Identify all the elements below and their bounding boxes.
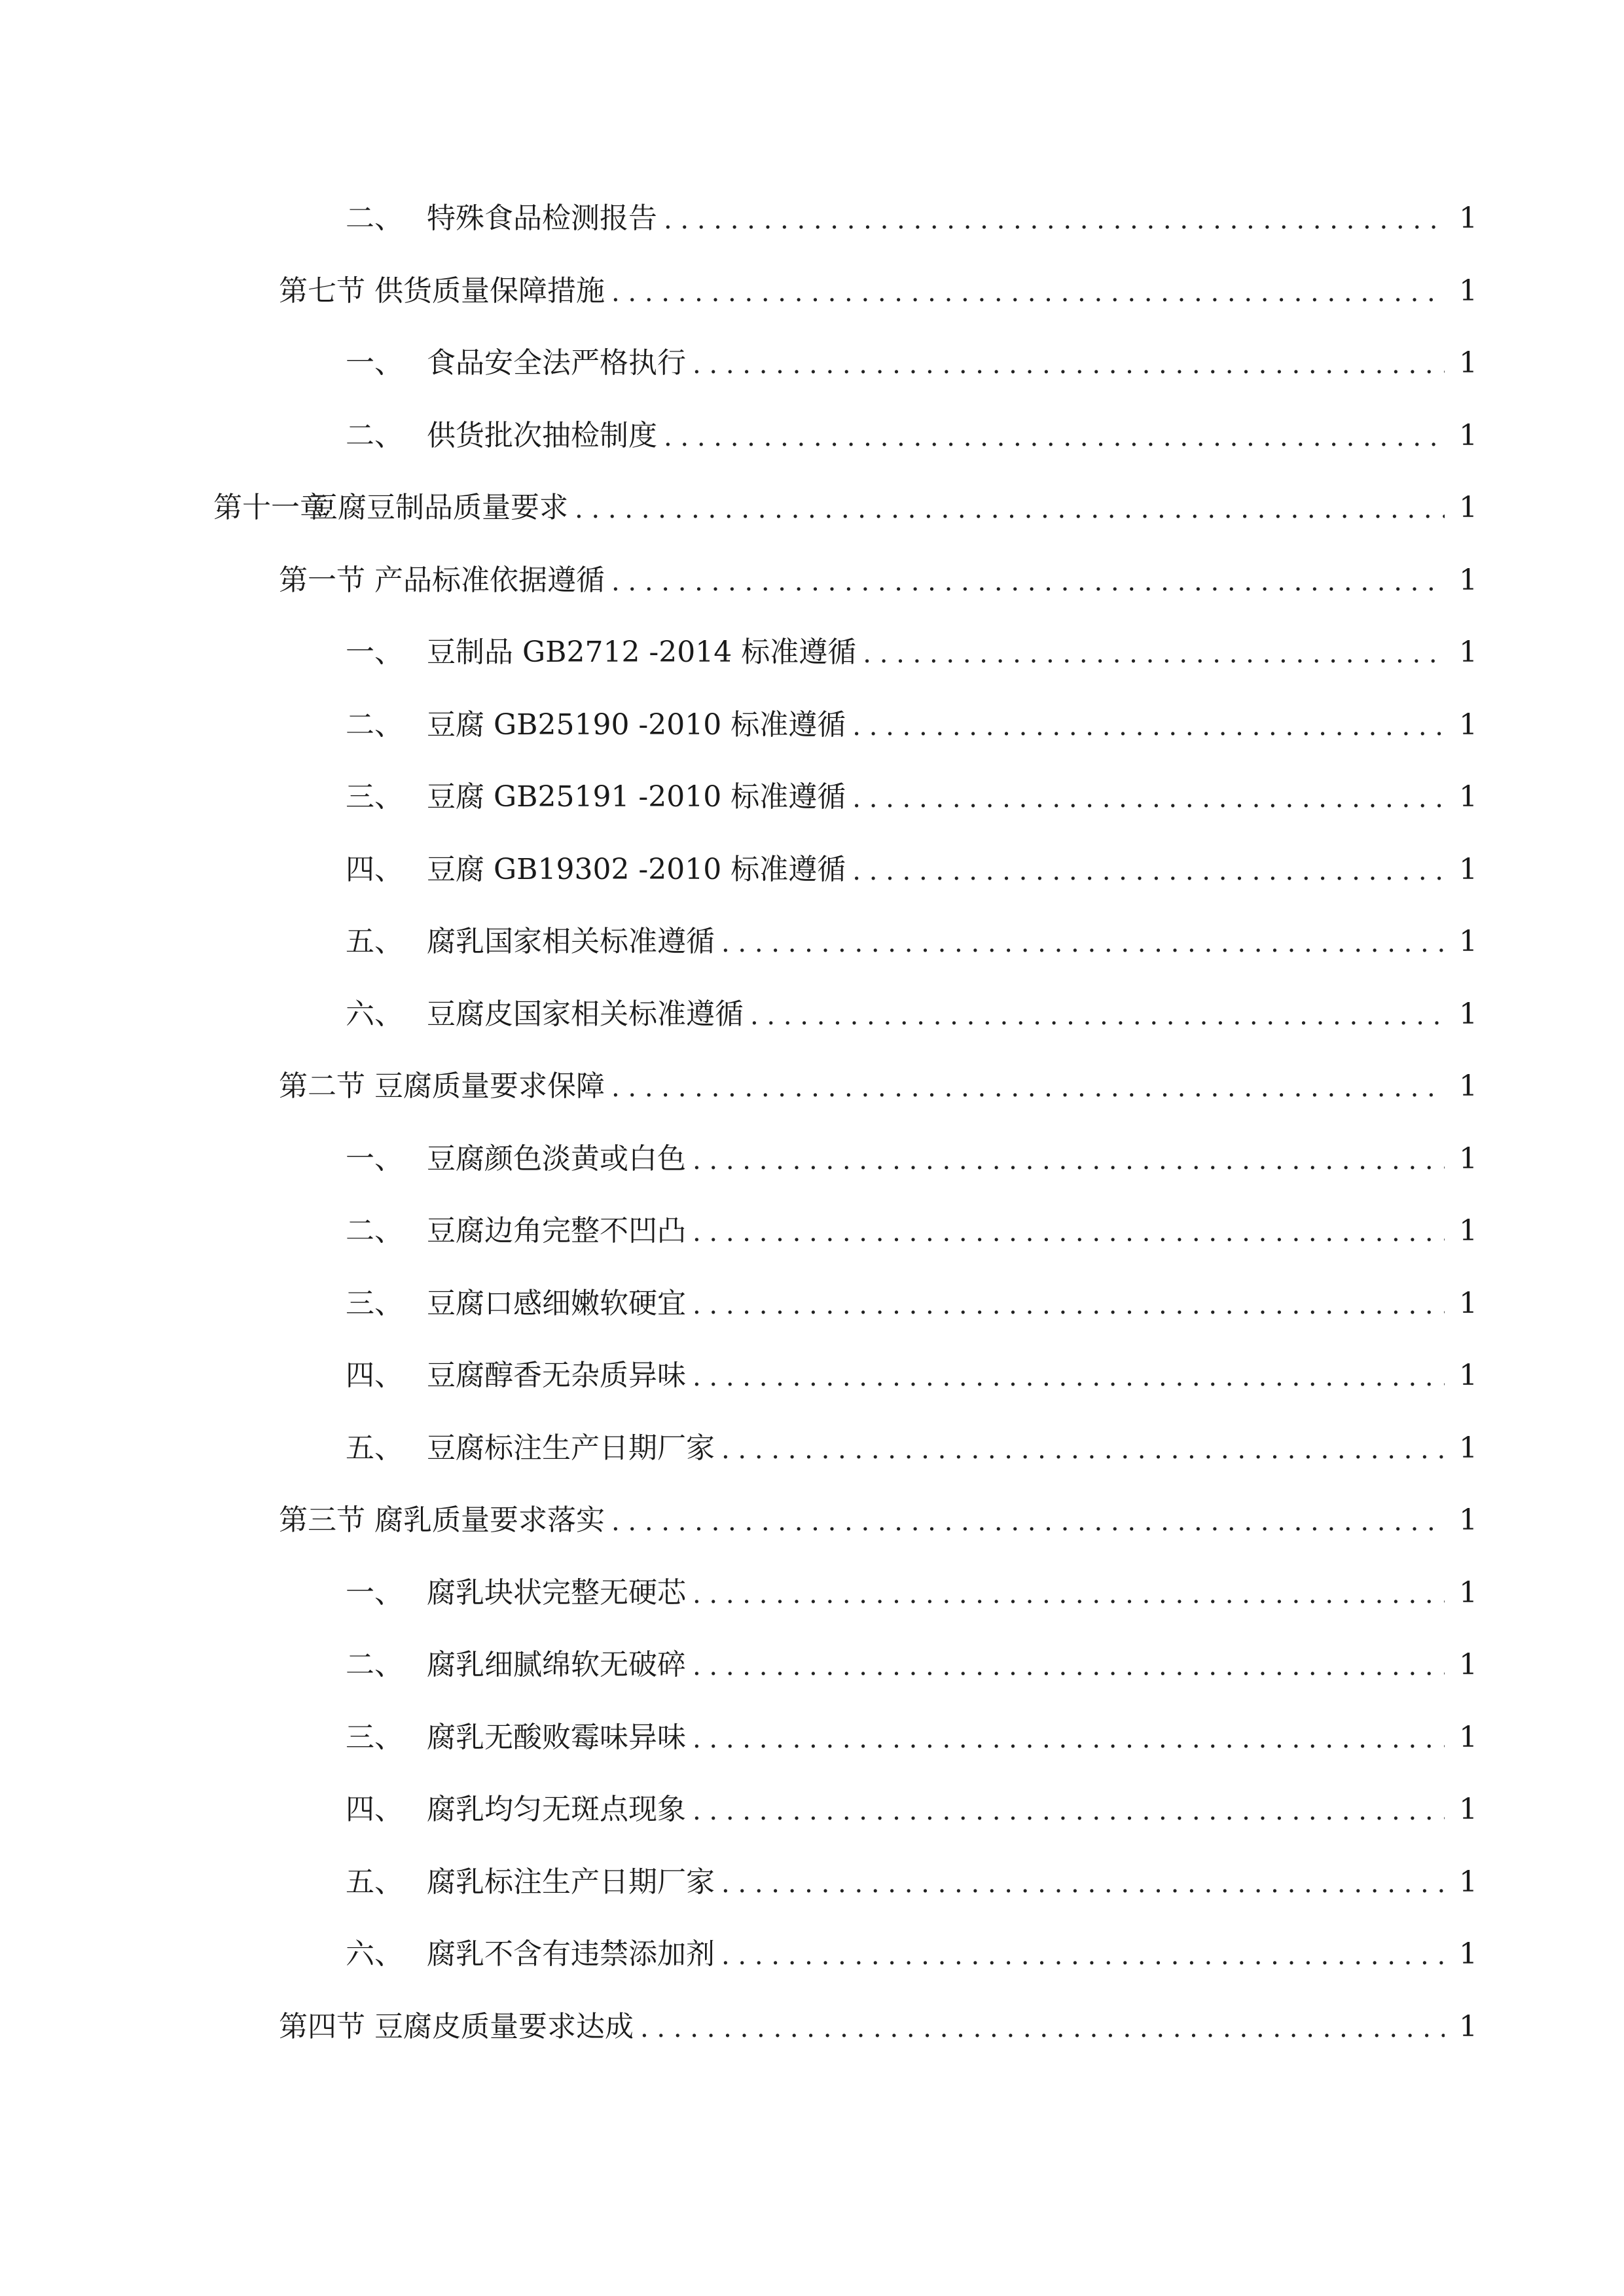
toc-entry[interactable] [279, 1482, 1477, 1535]
toc-entry-title: 豆腐 GB25191 -2010 标准遵循 [427, 780, 846, 814]
toc-entry[interactable] [213, 470, 1477, 522]
dot-leader [852, 785, 1445, 812]
toc-entry-title: 豆腐标注生产日期厂家 [427, 1431, 715, 1465]
toc-entry[interactable] [279, 543, 1477, 595]
toc-entry-title: 豆腐皮质量要求达成 [374, 2010, 634, 2043]
toc-entry-number: 三、 [346, 780, 403, 814]
dot-leader [611, 1075, 1445, 1101]
toc-entry-page: 1 [1459, 1648, 1477, 1681]
dot-leader [721, 1437, 1445, 1463]
toc-entry-page: 1 [1459, 780, 1477, 814]
toc-entry-title: 腐乳均匀无斑点现象 [427, 1793, 686, 1826]
toc-entry-page: 1 [1459, 1576, 1477, 1609]
toc-entry[interactable] [346, 1338, 1477, 1390]
toc-entry[interactable] [346, 1844, 1477, 1897]
toc-entry-title: 腐乳国家相关标准遵循 [427, 925, 715, 958]
toc-entry-page: 1 [1459, 1069, 1477, 1103]
toc-entry[interactable] [279, 253, 1477, 306]
dot-leader [693, 351, 1445, 378]
toc-entry-number: 六、 [346, 1937, 403, 1971]
toc-entry[interactable] [346, 1121, 1477, 1174]
toc-entry-page: 1 [1459, 1503, 1477, 1537]
toc-entry[interactable] [346, 398, 1477, 450]
toc-entry-number: 一、 [346, 1142, 403, 1175]
toc-entry-page: 1 [1459, 346, 1477, 380]
toc-entry-page: 1 [1459, 1359, 1477, 1392]
toc-entry[interactable] [346, 615, 1477, 667]
toc-entry-number: 第一节 [279, 564, 365, 597]
dot-leader [693, 1292, 1445, 1318]
dot-leader [664, 207, 1445, 233]
toc-entry[interactable] [346, 1193, 1477, 1246]
toc-entry-page: 1 [1459, 1431, 1477, 1465]
toc-entry-number: 三、 [346, 1721, 403, 1754]
dot-leader [693, 1147, 1445, 1174]
toc-entry-number: 四、 [346, 1359, 403, 1392]
toc-entry-title: 产品标准依据遵循 [374, 564, 605, 597]
toc-entry-page: 1 [1459, 274, 1477, 308]
toc-entry-number: 第三节 [279, 1503, 365, 1537]
dot-leader [611, 279, 1445, 306]
dot-leader [575, 496, 1445, 522]
toc-entry-title: 食品安全法严格执行 [427, 346, 686, 380]
dot-leader [693, 1653, 1445, 1679]
toc-entry-page: 1 [1459, 636, 1477, 669]
toc-entry-number: 三、 [346, 1287, 403, 1320]
dot-leader [664, 424, 1445, 450]
toc-entry-number: 五、 [346, 1431, 403, 1465]
toc-entry-page: 1 [1459, 1937, 1477, 1971]
toc-entry[interactable] [346, 1555, 1477, 1607]
toc-entry-title: 豆腐醇香无杂质异味 [427, 1359, 686, 1392]
dot-leader [852, 858, 1445, 884]
dot-leader [721, 930, 1445, 956]
toc-entry-number: 二、 [346, 419, 403, 452]
toc-entry-number: 第四节 [279, 2010, 365, 2043]
dot-leader [693, 1798, 1445, 1824]
toc-entry-page: 1 [1459, 1721, 1477, 1754]
toc-entry-title: 豆腐质量要求保障 [374, 1069, 605, 1103]
toc-entry-number: 六、 [346, 997, 403, 1031]
toc-entry-page: 1 [1459, 419, 1477, 452]
toc-entry-number: 第七节 [279, 274, 365, 308]
toc-entry-title: 腐乳块状完整无硬芯 [427, 1576, 686, 1609]
toc-entry[interactable] [346, 1627, 1477, 1679]
dot-leader [863, 641, 1445, 667]
toc-entry-title: 豆腐边角完整不凹凸 [427, 1214, 686, 1247]
toc-entry-number: 五、 [346, 925, 403, 958]
toc-entry-page: 1 [1459, 1214, 1477, 1247]
toc-entry-page: 1 [1459, 853, 1477, 886]
toc-entry-title: 豆腐皮国家相关标准遵循 [427, 997, 744, 1031]
toc-entry-title: 供货批次抽检制度 [427, 419, 657, 452]
toc-entry[interactable] [346, 1266, 1477, 1318]
toc-entry-number: 一、 [346, 1576, 403, 1609]
toc-entry[interactable] [346, 759, 1477, 812]
toc-entry-number: 五、 [346, 1865, 403, 1899]
toc-entry-title: 豆腐 GB19302 -2010 标准遵循 [427, 853, 846, 886]
dot-leader [693, 1726, 1445, 1752]
toc-entry-page: 1 [1459, 1142, 1477, 1175]
toc-entry-title: 腐乳不含有违禁添加剂 [427, 1937, 715, 1971]
toc-entry[interactable] [346, 181, 1477, 233]
toc-entry[interactable] [346, 832, 1477, 884]
dot-leader [750, 1003, 1445, 1029]
toc-entry-title: 腐乳细腻绵软无破碎 [427, 1648, 686, 1681]
toc-entry[interactable] [279, 1989, 1477, 2041]
toc-entry[interactable] [346, 325, 1477, 378]
toc-entry-number: 一、 [346, 346, 403, 380]
toc-entry[interactable] [346, 904, 1477, 956]
toc-entry-page: 1 [1459, 997, 1477, 1031]
toc-entry-number: 第二节 [279, 1069, 365, 1103]
toc-entry[interactable] [346, 1916, 1477, 1969]
toc-entry-title: 特殊食品检测报告 [427, 202, 657, 235]
toc-entry-number: 二、 [346, 1648, 403, 1681]
toc-entry-title: 豆制品 GB2712 -2014 标准遵循 [427, 636, 857, 669]
toc-entry[interactable] [279, 1049, 1477, 1101]
dot-leader [693, 1581, 1445, 1607]
toc-entry-number: 四、 [346, 853, 403, 886]
toc-entry-title: 供货质量保障措施 [374, 274, 605, 308]
toc-entry-title: 豆腐 GB25190 -2010 标准遵循 [427, 708, 846, 742]
dot-leader [611, 569, 1445, 595]
toc-entry[interactable] [346, 977, 1477, 1029]
toc-entry-number: 第十一章 [213, 491, 329, 524]
toc-entry-page: 1 [1459, 202, 1477, 235]
dot-leader [640, 2015, 1445, 2041]
dot-leader [693, 1364, 1445, 1390]
dot-leader [611, 1509, 1445, 1535]
toc-entry-page: 1 [1459, 1865, 1477, 1899]
dot-leader [721, 1871, 1445, 1897]
dot-leader [693, 1219, 1445, 1246]
toc-entry-number: 四、 [346, 1793, 403, 1826]
toc-entry-title: 腐乳质量要求落实 [374, 1503, 605, 1537]
toc-entry-page: 1 [1459, 925, 1477, 958]
toc-entry-number: 二、 [346, 708, 403, 742]
toc-entry-page: 1 [1459, 491, 1477, 524]
toc-entry[interactable] [346, 687, 1477, 740]
dot-leader [852, 713, 1445, 740]
toc-entry[interactable] [346, 1410, 1477, 1463]
toc-entry-number: 二、 [346, 202, 403, 235]
toc-entry-page: 1 [1459, 564, 1477, 597]
toc-entry-title: 豆腐颜色淡黄或白色 [427, 1142, 686, 1175]
toc-entry-page: 1 [1459, 1793, 1477, 1826]
toc-entry-page: 1 [1459, 708, 1477, 742]
toc-entry-page: 1 [1459, 2010, 1477, 2043]
toc-entry-title: 豆腐口感细嫩软硬宜 [427, 1287, 686, 1320]
toc-entry-number: 一、 [346, 636, 403, 669]
toc-entry-number: 二、 [346, 1214, 403, 1247]
toc-entry[interactable] [346, 1700, 1477, 1752]
toc-entry-title: 腐乳无酸败霉味异味 [427, 1721, 686, 1754]
dot-leader [721, 1943, 1445, 1969]
toc-entry[interactable] [346, 1772, 1477, 1824]
toc-entry-title: 豆腐豆制品质量要求 [309, 491, 568, 524]
toc-entry-title: 腐乳标注生产日期厂家 [427, 1865, 715, 1899]
toc-entry-page: 1 [1459, 1287, 1477, 1320]
